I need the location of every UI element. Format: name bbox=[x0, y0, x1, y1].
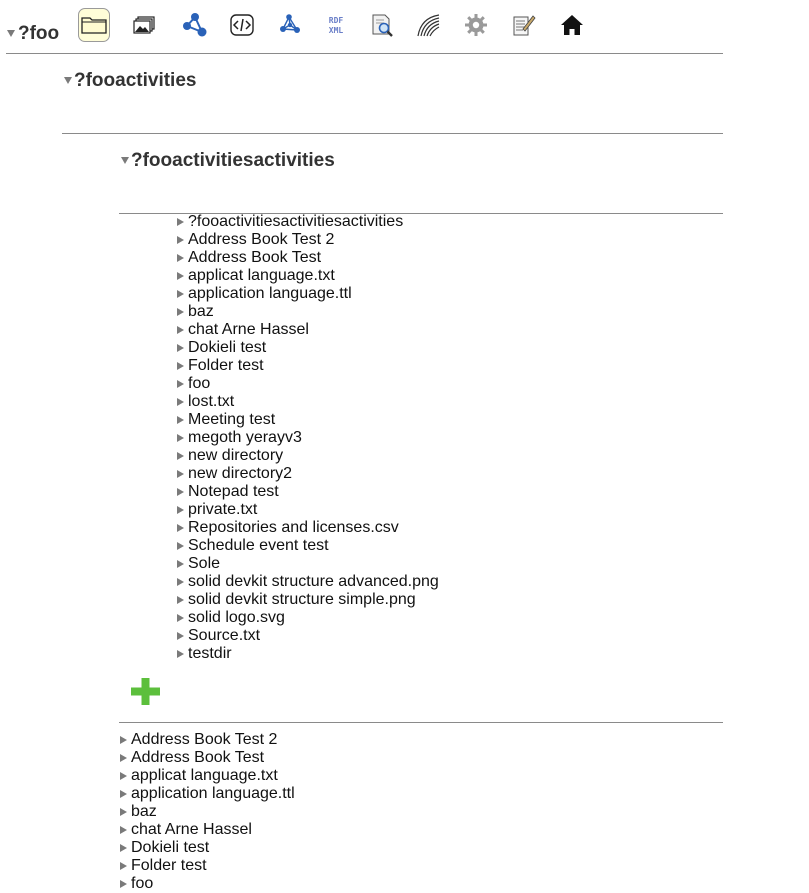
expand-triangle-icon[interactable] bbox=[177, 326, 184, 334]
network-icon bbox=[277, 13, 303, 37]
home-icon bbox=[559, 12, 585, 38]
list-item-label: Folder test bbox=[188, 357, 264, 374]
root-folder-title: ?foo bbox=[18, 23, 60, 44]
list-item[interactable] bbox=[177, 321, 439, 339]
expand-triangle-icon[interactable] bbox=[177, 416, 184, 424]
expand-triangle-icon[interactable] bbox=[177, 344, 184, 352]
rdf-label-top: RDF bbox=[328, 16, 344, 25]
expand-triangle-icon[interactable] bbox=[177, 308, 184, 316]
expand-triangle-icon[interactable] bbox=[177, 254, 184, 262]
list-item[interactable] bbox=[177, 537, 439, 555]
expand-triangle-icon[interactable] bbox=[177, 506, 184, 514]
expand-triangle-icon[interactable] bbox=[177, 542, 184, 550]
folder-view-button[interactable] bbox=[78, 8, 110, 42]
list-item-label: private.txt bbox=[188, 501, 258, 518]
list-item[interactable] bbox=[177, 591, 439, 609]
list-item[interactable] bbox=[177, 555, 439, 573]
list-item[interactable] bbox=[177, 519, 439, 537]
list-item-label: Source.txt bbox=[188, 627, 261, 644]
list-item-label: Dokieli test bbox=[188, 339, 267, 356]
list-item[interactable] bbox=[177, 411, 439, 429]
root-folder-header bbox=[0, 0, 809, 54]
source-code-icon bbox=[229, 13, 255, 37]
folder-contents-list bbox=[177, 213, 439, 663]
list-item-label: lost.txt bbox=[188, 393, 235, 410]
list-item[interactable] bbox=[120, 785, 295, 803]
divider-root bbox=[6, 53, 723, 54]
list-item[interactable] bbox=[177, 483, 439, 501]
collapse-toggle-root[interactable] bbox=[7, 30, 15, 37]
list-item-label: baz bbox=[131, 803, 157, 820]
divider-bottom bbox=[119, 722, 723, 723]
list-item[interactable] bbox=[177, 339, 439, 357]
list-item[interactable] bbox=[177, 429, 439, 447]
add-new-button[interactable] bbox=[130, 677, 161, 706]
folder-icon bbox=[80, 14, 108, 36]
list-item[interactable] bbox=[120, 839, 295, 857]
graph-view-button[interactable] bbox=[178, 8, 210, 42]
list-item[interactable] bbox=[177, 627, 439, 645]
list-item[interactable] bbox=[177, 267, 439, 285]
list-item[interactable] bbox=[120, 767, 295, 785]
list-item-label: foo bbox=[131, 875, 154, 892]
list-item[interactable] bbox=[177, 357, 439, 375]
list-item-label: Sole bbox=[188, 555, 221, 572]
slideshow-view-button[interactable] bbox=[128, 8, 160, 42]
home-button[interactable] bbox=[556, 8, 588, 42]
list-item[interactable] bbox=[177, 213, 439, 231]
list-item-label: Dokieli test bbox=[131, 839, 210, 856]
list-item-label: application language.ttl bbox=[188, 285, 352, 302]
expand-triangle-icon[interactable] bbox=[177, 290, 184, 298]
list-item[interactable] bbox=[177, 249, 439, 267]
edit-form-icon bbox=[511, 12, 537, 38]
expand-triangle-icon[interactable] bbox=[177, 380, 184, 388]
list-item-label: Address Book Test bbox=[131, 749, 265, 766]
document-search-button[interactable] bbox=[366, 8, 398, 42]
source-view-button[interactable] bbox=[226, 8, 258, 42]
slideshow-icon bbox=[131, 14, 157, 36]
gear-icon bbox=[463, 12, 489, 38]
list-item-label: solid devkit structure simple.png bbox=[188, 591, 416, 608]
list-item-label: applicat language.txt bbox=[188, 267, 335, 284]
list-item-label: new directory bbox=[188, 447, 284, 464]
graph-icon bbox=[180, 12, 208, 38]
list-item-label: foo bbox=[188, 375, 211, 392]
list-item-label: solid logo.svg bbox=[188, 609, 285, 626]
list-item-label: baz bbox=[188, 303, 214, 320]
expand-triangle-icon[interactable] bbox=[120, 754, 127, 762]
expand-triangle-icon[interactable] bbox=[177, 470, 184, 478]
list-item-label: megoth yerayv3 bbox=[188, 429, 302, 446]
list-item[interactable] bbox=[120, 875, 295, 893]
list-item-label: applicat language.txt bbox=[131, 767, 278, 784]
list-item-label: solid devkit structure advanced.png bbox=[188, 573, 439, 590]
expand-triangle-icon[interactable] bbox=[120, 790, 127, 798]
list-item[interactable] bbox=[177, 393, 439, 411]
list-item[interactable] bbox=[177, 231, 439, 249]
list-item[interactable] bbox=[120, 731, 295, 749]
section-title-fooactivities: ?fooactivities bbox=[74, 70, 197, 91]
list-item[interactable] bbox=[177, 285, 439, 303]
expand-triangle-icon[interactable] bbox=[177, 614, 184, 622]
list-item[interactable] bbox=[177, 303, 439, 321]
list-item-label: Repositories and licenses.csv bbox=[188, 519, 399, 536]
rdf-xml-icon bbox=[323, 12, 349, 38]
list-item[interactable] bbox=[177, 573, 439, 591]
list-item[interactable] bbox=[177, 375, 439, 393]
list-item[interactable] bbox=[177, 645, 439, 663]
lines-icon bbox=[415, 12, 441, 38]
settings-button[interactable] bbox=[460, 8, 492, 42]
expand-triangle-icon[interactable] bbox=[120, 880, 127, 888]
expand-triangle-icon[interactable] bbox=[177, 632, 184, 640]
list-item[interactable] bbox=[177, 447, 439, 465]
list-item-label: Schedule event test bbox=[188, 537, 329, 554]
rdf-xml-view-button[interactable] bbox=[320, 8, 352, 42]
list-item[interactable] bbox=[177, 501, 439, 519]
list-item-label: chat Arne Hassel bbox=[188, 321, 309, 338]
list-item-label: Address Book Test bbox=[188, 249, 322, 266]
list-item-label: Folder test bbox=[131, 857, 207, 874]
expand-triangle-icon[interactable] bbox=[120, 772, 127, 780]
expand-triangle-icon[interactable] bbox=[177, 272, 184, 280]
expand-triangle-icon[interactable] bbox=[177, 560, 184, 568]
expand-triangle-icon[interactable] bbox=[177, 596, 184, 604]
expand-triangle-icon[interactable] bbox=[177, 398, 184, 406]
document-search-icon bbox=[369, 12, 395, 38]
expand-triangle-icon[interactable] bbox=[120, 826, 127, 834]
lines-view-button[interactable] bbox=[412, 8, 444, 42]
section-title-fooactivitiesactivities: ?fooactivitiesactivities bbox=[131, 150, 335, 171]
list-item-label: new directory2 bbox=[188, 465, 293, 482]
expand-triangle-icon[interactable] bbox=[120, 736, 127, 744]
expand-triangle-icon[interactable] bbox=[177, 524, 184, 532]
list-item[interactable] bbox=[120, 821, 295, 839]
list-item-label: Notepad test bbox=[188, 483, 279, 500]
list-item-label: application language.ttl bbox=[131, 785, 295, 802]
list-item[interactable] bbox=[120, 749, 295, 767]
list-item-label: chat Arne Hassel bbox=[131, 821, 252, 838]
expand-triangle-icon[interactable] bbox=[177, 650, 184, 658]
list-item[interactable] bbox=[120, 857, 295, 875]
expand-triangle-icon[interactable] bbox=[177, 362, 184, 370]
collapse-toggle-fooactivitiesactivities[interactable] bbox=[121, 157, 129, 164]
list-item-label: Meeting test bbox=[188, 411, 276, 428]
collapse-toggle-fooactivities[interactable] bbox=[64, 77, 72, 84]
parent-folder-contents-list bbox=[120, 731, 295, 893]
expand-triangle-icon[interactable] bbox=[177, 218, 184, 226]
expand-triangle-icon[interactable] bbox=[120, 844, 127, 852]
list-item-label: Address Book Test 2 bbox=[188, 231, 335, 248]
expand-triangle-icon[interactable] bbox=[177, 488, 184, 496]
list-item[interactable] bbox=[177, 465, 439, 483]
plus-icon bbox=[130, 677, 161, 706]
list-item-label: ?fooactivitiesactivitiesactivities bbox=[188, 213, 404, 230]
expand-triangle-icon[interactable] bbox=[177, 434, 184, 442]
list-item-label: Address Book Test 2 bbox=[131, 731, 278, 748]
network-view-button[interactable] bbox=[274, 8, 306, 42]
list-item[interactable] bbox=[177, 609, 439, 627]
list-item[interactable] bbox=[120, 803, 295, 821]
expand-triangle-icon[interactable] bbox=[177, 578, 184, 586]
list-item-label: testdir bbox=[188, 645, 232, 662]
expand-triangle-icon[interactable] bbox=[120, 862, 127, 870]
edit-form-button[interactable] bbox=[508, 8, 540, 42]
expand-triangle-icon[interactable] bbox=[177, 452, 184, 460]
rdf-label-bottom: XML bbox=[328, 26, 344, 35]
expand-triangle-icon[interactable] bbox=[120, 808, 127, 816]
expand-triangle-icon[interactable] bbox=[177, 236, 184, 244]
divider-fooactivities bbox=[62, 133, 723, 134]
